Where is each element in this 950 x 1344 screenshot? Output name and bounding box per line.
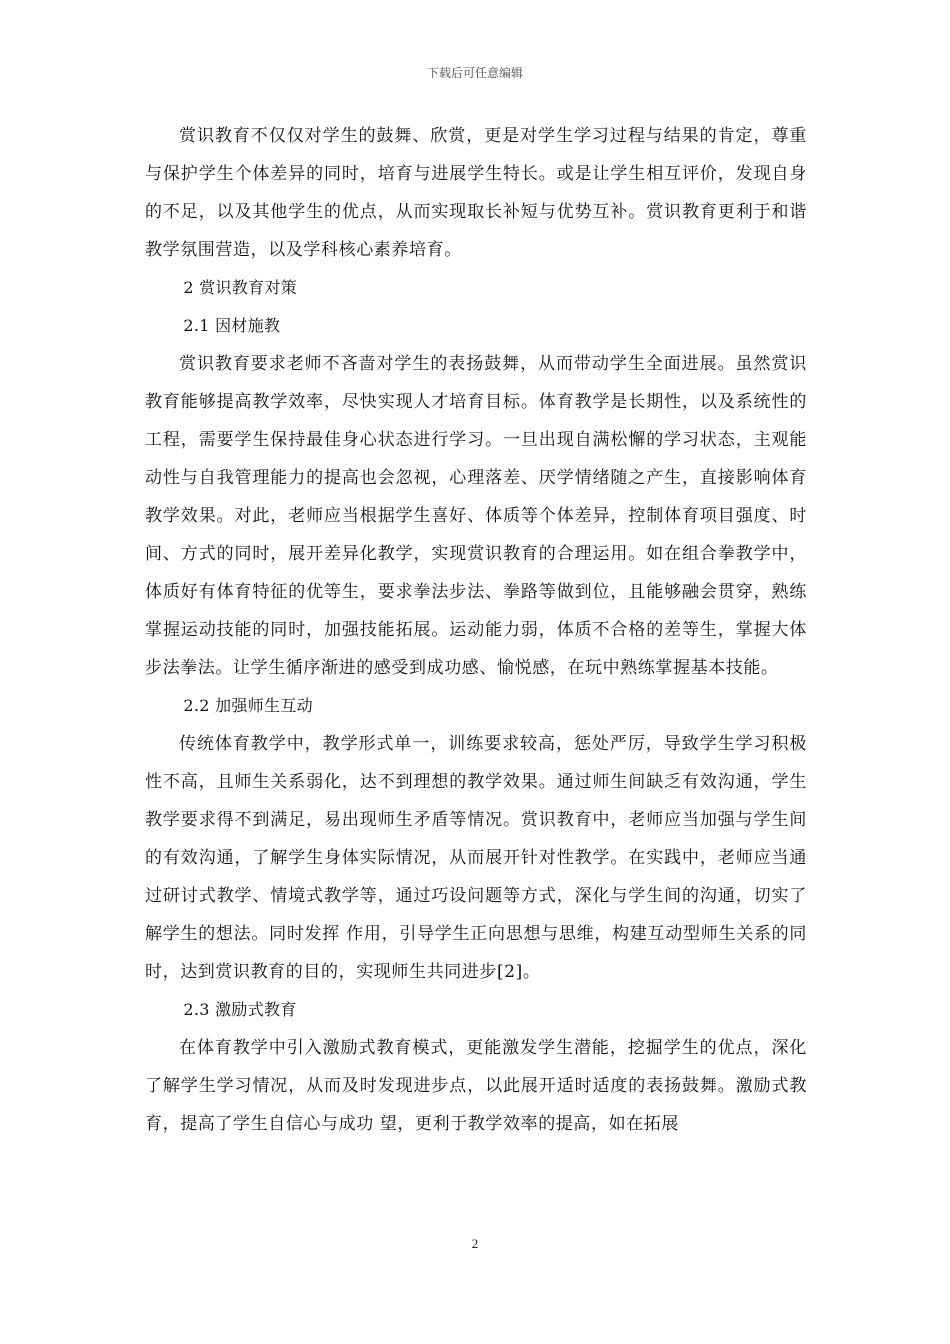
subsection-heading-2-3: 2.3 激励式教育 bbox=[183, 1000, 297, 1019]
paragraph-2-3: 在体育教学中引入激励式教育模式，更能激发学生潜能，挖掘学生的优点，深化了解学生学习情况，从而及时发现进步点，以此展开适时适度的表扬鼓舞。激励式教育，提高了学生自信心与成功 望，更利于教学效率的提高，如在拓展 bbox=[145, 1038, 807, 1134]
subsection-heading-2-2: 2.2 加强师生互动 bbox=[183, 696, 313, 715]
page-number: 2 bbox=[471, 1236, 479, 1251]
paragraph-2-2: 传统体育教学中，教学形式单一，训练要求较高，惩处严厉，导致学生学习积极性不高，且师生关系弱化，达不到理想的教学效果。通过师生间缺乏有效沟通，学生教学要求得不到满足，易出现师生矛盾等情况。赏识教育中，老师应当加强与学生间的有效沟通，了解学生身体实际情况，从而展开针对性教学。在实践中，老师应当通过研讨式教学、情境式教学等，通过巧设问题等方式，深化与学生间的沟通，切实了解学生的想法。同时发挥 作用，引导学生正向思想与思维，构建互动型师生关系的同时，达到赏识教育的目的，实现师生共同进步[2]。 bbox=[145, 734, 807, 982]
section-heading-2: 2 赏识教育对策 bbox=[183, 278, 298, 297]
subsection-heading-2-1: 2.1 因材施教 bbox=[183, 316, 281, 335]
page-header: 下载后可任意编辑 bbox=[426, 66, 523, 80]
document-body bbox=[145, 117, 807, 1143]
paragraph-intro: 赏识教育不仅仅对学生的鼓舞、欣赏，更是对学生学习过程与结果的肯定，尊重与保护学生个体差异的同时，培育与进展学生特长。或是让学生相互评价，发现自身的不足，以及其他学生的优点，从而实现取长补短与优势互补。赏识教育更利于和谐教学氛围营造，以及学科核心素养培育。 bbox=[145, 126, 807, 260]
paragraph-2-1: 赏识教育要求老师不吝啬对学生的表扬鼓舞，从而带动学生全面进展。虽然赏识教育能够提高教学效率，尽快实现人才培育目标。体育教学是长期性，以及系统性的工程，需要学生保持最佳身心状态进行学习。一旦出现自满松懈的学习状态，主观能动性与自我管理能力的提高也会忽视，心理落差、厌学情绪随之产生，直接影响体育教学效果。对此，老师应当根据学生喜好、体质等个体差异，控制体育项目强度、时间、方式的同时，展开差异化教学，实现赏识教育的合理运用。如在组合拳教学中，体质好有体育特征的优等生，要求拳法步法、拳路等做到位，且能够融会贯穿，熟练掌握运动技能的同时，加强技能拓展。运动能力弱，体质不合格的差等生，掌握大体步法拳法。让学生循序渐进的感受到成功感、愉悦感，在玩中熟练掌握基本技能。 bbox=[145, 354, 807, 678]
